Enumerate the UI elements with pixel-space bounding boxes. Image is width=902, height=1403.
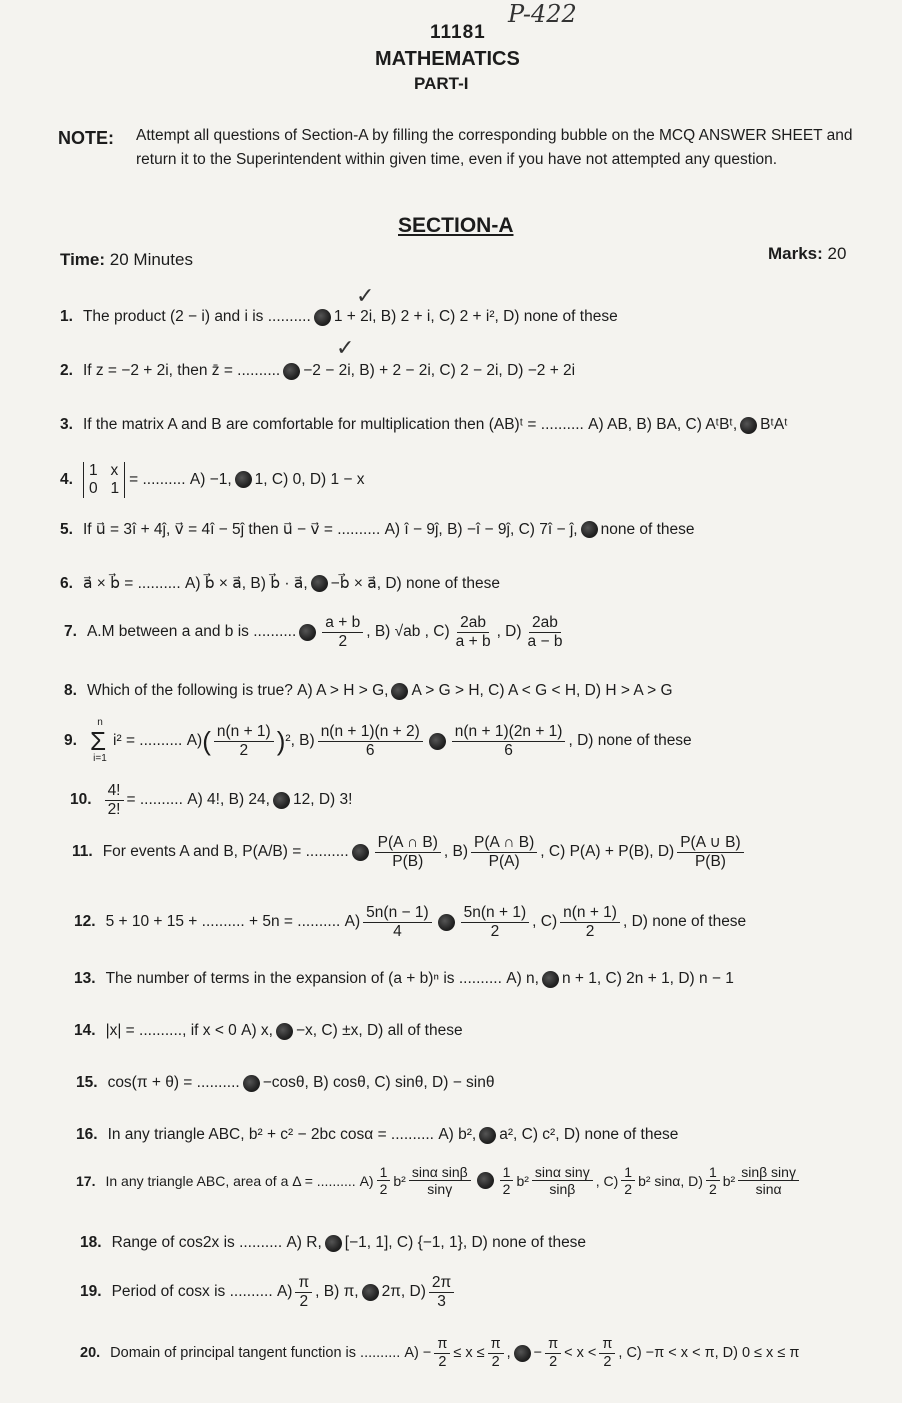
- option-c: C) 2 + i²,: [438, 308, 499, 325]
- question-stem: If u⃗ = 3î + 4ĵ, v⃗ = 4î − 5ĵ then u⃗ − v⃗ = ..........: [82, 521, 381, 538]
- factorial-fraction: [105, 782, 124, 819]
- question-15: [76, 1074, 495, 1092]
- numerator: 1: [377, 1164, 391, 1181]
- numerator: sinα sinβ: [409, 1164, 471, 1181]
- option-a: A) R,: [286, 1234, 322, 1251]
- numerator: 2ab: [529, 614, 561, 633]
- question-18: [80, 1234, 586, 1252]
- filled-bubble-icon: [391, 683, 408, 700]
- question-stem: |x| = .........., if x < 0: [105, 1022, 237, 1039]
- option-d: D) all of these: [366, 1022, 463, 1039]
- denominator: 2: [585, 922, 595, 940]
- option-a: A) AB,: [588, 416, 633, 433]
- filled-bubble-icon: [235, 471, 252, 488]
- filled-bubble-icon: [581, 521, 598, 538]
- option-c: C) ±x,: [321, 1022, 363, 1039]
- numerator: P(A ∪ B): [677, 834, 743, 853]
- option-b-fraction: [461, 904, 529, 941]
- option-b: B) + 2 − 2i,: [359, 362, 436, 379]
- numerator: sinβ sinγ: [738, 1164, 799, 1181]
- denominator: 2!: [107, 800, 121, 818]
- option-b-fraction: [471, 834, 537, 871]
- option-b-label: , B): [443, 843, 469, 861]
- option-a: 1 + 2i,: [333, 308, 377, 325]
- filled-bubble-icon: [542, 971, 559, 988]
- denominator: 2: [379, 1181, 388, 1198]
- filled-bubble-icon: [276, 1023, 293, 1040]
- question-stem: cos(π + θ) = ..........: [107, 1074, 240, 1091]
- denominator: 2: [502, 1181, 511, 1198]
- option-a: A) 4!,: [187, 791, 225, 809]
- checkmark-icon: ✓: [336, 336, 355, 361]
- question-8: [64, 682, 673, 700]
- question-number: 17.: [76, 1172, 96, 1189]
- question-stem: 5 + 10 + 15 + .......... + 5n = ..........: [105, 913, 341, 931]
- question-4: [60, 462, 365, 498]
- matrix-cell: 1: [88, 462, 98, 479]
- option-c: , C) −π < x < π,: [618, 1345, 719, 1362]
- option-d: , D) none of these: [568, 732, 692, 749]
- option-b: n + 1,: [561, 970, 602, 987]
- numerator: π: [599, 1336, 615, 1354]
- question-11: [72, 834, 747, 871]
- denominator: sinβ: [549, 1181, 576, 1198]
- question-stem: Period of cosx is ..........: [111, 1283, 273, 1301]
- option-a-label: A): [359, 1172, 374, 1189]
- option-c-label: , C): [532, 913, 558, 931]
- determinant-row: [89, 462, 119, 480]
- question-stem: If z = −2 + 2i, then z̄ = ..........: [82, 362, 281, 379]
- filled-bubble-icon: [283, 363, 300, 380]
- option-c: C) sinθ,: [374, 1074, 428, 1091]
- open-paren-icon: (: [202, 725, 211, 756]
- question-1: [60, 308, 618, 326]
- sigma-icon: Σ: [89, 726, 107, 756]
- time-value: 20 Minutes: [109, 250, 193, 269]
- option-b: , B) √ab ,: [366, 623, 429, 641]
- option-c: , C) P(A) + P(B), D): [540, 843, 675, 861]
- half-fraction: [377, 1164, 391, 1197]
- option-d: D) −2 + 2i: [507, 362, 576, 379]
- option-d-fraction: [525, 614, 566, 651]
- option-a-fraction: [375, 834, 441, 871]
- numerator: 5n(n − 1): [363, 904, 431, 923]
- option-c-tail: b² sinα,: [638, 1172, 685, 1189]
- option-c-fraction: [560, 904, 620, 941]
- option-c: C) 2n + 1,: [605, 970, 674, 987]
- numerator: π: [488, 1336, 504, 1354]
- question-2: [60, 362, 575, 380]
- question-number: 4.: [60, 470, 73, 488]
- option-c-label: , C): [595, 1172, 619, 1189]
- handwritten-code: P-422: [508, 0, 577, 28]
- question-number: 13.: [74, 970, 96, 987]
- question-number: 15.: [76, 1074, 98, 1091]
- question-number: 2.: [60, 362, 73, 379]
- summation-lower: i=1: [93, 753, 107, 764]
- matrix-cell: 0: [88, 479, 98, 497]
- filled-bubble-icon: [243, 1075, 260, 1092]
- option-a-relation: ≤ x ≤: [453, 1345, 485, 1362]
- note-label: NOTE:: [58, 128, 114, 148]
- numerator: n(n + 1): [560, 904, 620, 923]
- question-stem: Domain of principal tangent function is ..........: [110, 1345, 401, 1362]
- numerator: π: [434, 1336, 450, 1354]
- option-d: D) none of these: [503, 308, 618, 325]
- option-b: B) 24,: [228, 791, 270, 809]
- option-d: none of these: [600, 520, 695, 538]
- question-stem: If the matrix A and B are comfortable for multiplication then (AB)ᵗ = ..........: [82, 416, 584, 433]
- option-c-label: C): [433, 623, 450, 641]
- option-a-fraction: [295, 1274, 312, 1311]
- denominator: 2: [708, 1181, 717, 1198]
- option-c: −b⃗ × a⃗,: [330, 575, 382, 592]
- marks-info: [768, 244, 846, 264]
- question-number: 1.: [60, 308, 73, 325]
- filled-bubble-icon: [311, 575, 328, 592]
- option-b: A > G > H,: [411, 682, 484, 699]
- option-a-fraction: [322, 614, 363, 651]
- denominator: 2: [338, 632, 348, 650]
- numerator: 2ab: [457, 614, 489, 633]
- numerator: 5n(n + 1): [461, 904, 529, 923]
- question-number: 9.: [64, 732, 77, 749]
- option-d-label: D): [688, 1172, 703, 1189]
- option-b: B) −î − 9ĵ,: [447, 520, 515, 538]
- option-c: 12,: [292, 791, 315, 809]
- denominator: P(A): [488, 852, 520, 870]
- question-stem: The number of terms in the expansion of (a + b)ⁿ is ..........: [105, 970, 502, 987]
- option-b: 1,: [254, 470, 268, 488]
- pi-over-two: [545, 1336, 561, 1370]
- question-number: 11.: [72, 843, 93, 861]
- marks-label: Marks:: [768, 244, 823, 263]
- denominator: 2: [239, 741, 249, 759]
- question-number: 10.: [70, 791, 92, 809]
- determinant-row: [89, 480, 119, 498]
- question-stem: a⃗ × b⃗ = ..........: [82, 575, 181, 592]
- option-d: D) none of these: [563, 1126, 679, 1143]
- question-number: 7.: [64, 623, 77, 641]
- question-number: 16.: [76, 1126, 98, 1143]
- question-stem: = ..........: [129, 470, 186, 488]
- half-fraction: [706, 1164, 720, 1197]
- question-12: [74, 904, 746, 941]
- option-a: A) n,: [506, 970, 539, 987]
- option-c: C) 2 − 2i,: [439, 362, 503, 379]
- filled-bubble-icon: [477, 1172, 494, 1189]
- option-d: , D) none of these: [622, 913, 747, 931]
- numerator: π: [295, 1274, 312, 1293]
- filled-bubble-icon: [352, 844, 369, 861]
- denominator: 2: [549, 1353, 558, 1370]
- option-d-label: D): [409, 1283, 426, 1301]
- question-stem: = ..........: [125, 732, 183, 749]
- marks-value: 20: [827, 244, 847, 263]
- option-c: 2π,: [381, 1283, 406, 1301]
- option-c: C) A < G < H,: [488, 682, 581, 699]
- paper-code: 11181: [430, 22, 486, 43]
- filled-bubble-icon: [273, 792, 290, 809]
- question-stem: Range of cos2x is ..........: [111, 1234, 283, 1251]
- option-b-relation: < x <: [564, 1345, 597, 1362]
- option-a: A) −1,: [189, 470, 232, 488]
- matrix-cell: 1: [110, 479, 120, 497]
- option-a: A) î − 9ĵ,: [384, 520, 443, 538]
- option-c-fraction: [452, 723, 566, 760]
- option-a-fraction: [363, 904, 431, 941]
- question-16: [76, 1126, 678, 1144]
- denominator: a − b: [527, 632, 563, 650]
- option-b: B) cosθ,: [313, 1074, 370, 1091]
- denominator: 2: [299, 1292, 309, 1310]
- option-d: D) 0 ≤ x ≤ π: [722, 1345, 800, 1362]
- numerator: n(n + 1): [214, 723, 274, 742]
- half-fraction: [500, 1164, 514, 1197]
- option-a: A) b⃗ × a⃗,: [184, 575, 247, 592]
- numerator: 4!: [105, 782, 124, 801]
- question-stem: For events A and B, P(A/B) = ..........: [102, 843, 349, 861]
- option-d: D) n − 1: [678, 970, 734, 987]
- b-squared: b²: [393, 1172, 406, 1189]
- option-c: C) 0,: [271, 470, 306, 488]
- numerator: 2π: [429, 1274, 454, 1293]
- matrix-cell: x: [110, 462, 119, 479]
- question-stem: The product (2 − i) and i is ..........: [82, 308, 311, 325]
- numerator: sinα sinγ: [532, 1164, 593, 1181]
- question-10: [70, 782, 352, 819]
- numerator: P(A ∩ B): [375, 834, 441, 853]
- option-c: C) {−1, 1},: [396, 1234, 468, 1251]
- option-a-label: A): [344, 913, 361, 931]
- denominator: P(B): [392, 852, 424, 870]
- option-a: A) x,: [241, 1022, 273, 1039]
- question-14: [74, 1022, 463, 1040]
- numerator: π: [545, 1336, 561, 1354]
- option-d-fraction: [738, 1164, 799, 1197]
- option-d-label: , D): [496, 623, 522, 641]
- denominator: P(B): [694, 852, 726, 870]
- close-paren-icon: ): [276, 725, 286, 756]
- question-6: [60, 574, 500, 593]
- denominator: 2: [438, 1353, 447, 1370]
- denominator: 2: [603, 1353, 612, 1370]
- filled-bubble-icon: [314, 309, 331, 326]
- subject-title: MATHEMATICS: [375, 48, 520, 70]
- numerator: P(A ∩ B): [471, 834, 537, 853]
- numerator: 1: [621, 1164, 635, 1181]
- question-number: 5.: [60, 520, 73, 538]
- b-squared: b²: [722, 1172, 736, 1189]
- exponent: ²: [285, 732, 291, 749]
- pi-over-two: [599, 1336, 615, 1370]
- time-label: Time:: [60, 250, 106, 269]
- question-number: 12.: [74, 913, 96, 931]
- option-a-label: A): [276, 1283, 293, 1301]
- numerator: a + b: [322, 614, 363, 633]
- option-b: , B) π,: [315, 1283, 359, 1301]
- filled-bubble-icon: [514, 1345, 531, 1362]
- summation-term: i²: [113, 732, 122, 749]
- summation: [90, 718, 110, 764]
- filled-bubble-icon: [740, 417, 757, 434]
- option-d: D) H > A > G: [584, 682, 673, 699]
- denominator: sinα: [755, 1181, 782, 1198]
- filled-bubble-icon: [438, 914, 455, 931]
- option-d-fraction: [677, 834, 743, 871]
- b-squared: b²: [516, 1172, 529, 1189]
- option-b: a²,: [499, 1126, 518, 1143]
- question-stem: = ..........: [126, 791, 183, 809]
- option-b-fraction: [532, 1164, 593, 1197]
- question-stem: A.M between a and b is ..........: [86, 623, 297, 641]
- question-3: [60, 416, 788, 434]
- filled-bubble-icon: [429, 733, 446, 750]
- question-stem: In any triangle ABC, b² + c² − 2bc cosα = ..........: [107, 1126, 434, 1143]
- pi-over-two: [434, 1336, 450, 1370]
- question-number: 6.: [60, 574, 73, 592]
- option-a: A) b²,: [438, 1126, 477, 1143]
- question-9: [64, 718, 692, 764]
- option-a-fraction: [214, 723, 274, 760]
- question-20: 20. Domain of principal tangent function is .......... A) − $\frac{\pi}{2}$ ≤ x ≤ $\frac{\pi}{2}$ , − $\frac{\pi}{2}$ < x < $\frac{\pi}{2}$ , C) −π < x < π, D) 0 ≤ x ≤ π: [80, 1336, 800, 1370]
- question-7: [64, 614, 568, 651]
- determinant: [83, 462, 125, 498]
- time-info: [60, 250, 193, 270]
- denominator: 2: [490, 922, 500, 940]
- question-17: [76, 1164, 802, 1197]
- option-c-fraction: [453, 614, 494, 651]
- denominator: 2: [624, 1181, 633, 1198]
- half-fraction: [621, 1164, 635, 1197]
- denominator: 6: [504, 741, 513, 759]
- filled-bubble-icon: [479, 1127, 496, 1144]
- question-stem: In any triangle ABC, area of a Δ = ..........: [105, 1172, 356, 1189]
- option-d: D) none of these: [471, 1234, 587, 1251]
- question-13: [74, 970, 734, 988]
- option-b: B) 2 + i,: [380, 308, 435, 325]
- filled-bubble-icon: [362, 1284, 379, 1301]
- denominator: 3: [437, 1292, 446, 1310]
- question-number: 18.: [80, 1234, 102, 1251]
- option-c: C) AᵗBᵗ,: [685, 416, 738, 433]
- option-b-fraction: [318, 723, 423, 760]
- denominator: sinγ: [427, 1181, 453, 1198]
- denominator: 6: [365, 741, 375, 759]
- denominator: 4: [393, 922, 402, 940]
- filled-bubble-icon: [299, 624, 316, 641]
- option-b: B) b⃗ · a⃗,: [250, 575, 308, 592]
- option-a: −cosθ,: [262, 1074, 309, 1091]
- option-a: −2 − 2i,: [303, 362, 355, 379]
- summation-upper: n: [97, 717, 103, 728]
- pi-over-two: [488, 1336, 504, 1370]
- numerator: 1: [500, 1164, 514, 1181]
- question-number: 8.: [64, 682, 77, 699]
- section-title: SECTION-A: [398, 214, 514, 237]
- denominator: a + b: [455, 632, 491, 650]
- option-d: D) none of these: [385, 574, 500, 592]
- question-number: 14.: [74, 1022, 96, 1039]
- option-d: D) − sinθ: [432, 1074, 495, 1091]
- option-d: D) 1 − x: [309, 470, 365, 488]
- option-a: A) A > H > G,: [297, 682, 389, 699]
- question-number: 3.: [60, 416, 73, 433]
- question-5: [60, 520, 695, 539]
- part-title: PART-I: [414, 74, 469, 93]
- question-number: 20.: [80, 1345, 101, 1362]
- option-b: [−1, 1],: [344, 1234, 393, 1251]
- filled-bubble-icon: [325, 1235, 342, 1252]
- option-b: −x,: [296, 1022, 318, 1039]
- note-text: Attempt all questions of Section-A by filling the corresponding bubble on the MCQ ANSWER SHEET and return it to the Superintendent within given time, even if you have not attempted any question.: [136, 127, 853, 168]
- option-d: D) 3!: [318, 791, 353, 809]
- checkmark-icon: ✓: [356, 284, 375, 309]
- option-b-label: , B): [290, 732, 315, 749]
- numerator: n(n + 1)(n + 2): [318, 723, 423, 742]
- option-d: BᵗAᵗ: [760, 416, 788, 433]
- option-a-fraction: [409, 1164, 471, 1197]
- numerator: n(n + 1)(2n + 1): [452, 723, 566, 742]
- option-c: C) 7î − ĵ,: [518, 520, 578, 538]
- numerator: 1: [706, 1164, 720, 1181]
- denominator: 2: [491, 1353, 500, 1370]
- option-a-label: A) −: [404, 1345, 432, 1362]
- question-stem: Which of the following is true?: [86, 682, 293, 699]
- question-number: 19.: [80, 1283, 102, 1301]
- option-a-label: A): [186, 732, 203, 749]
- option-c: C) c²,: [521, 1126, 560, 1143]
- option-b: B) BA,: [636, 416, 682, 433]
- question-19: [80, 1274, 457, 1311]
- option-d-fraction: [429, 1274, 454, 1311]
